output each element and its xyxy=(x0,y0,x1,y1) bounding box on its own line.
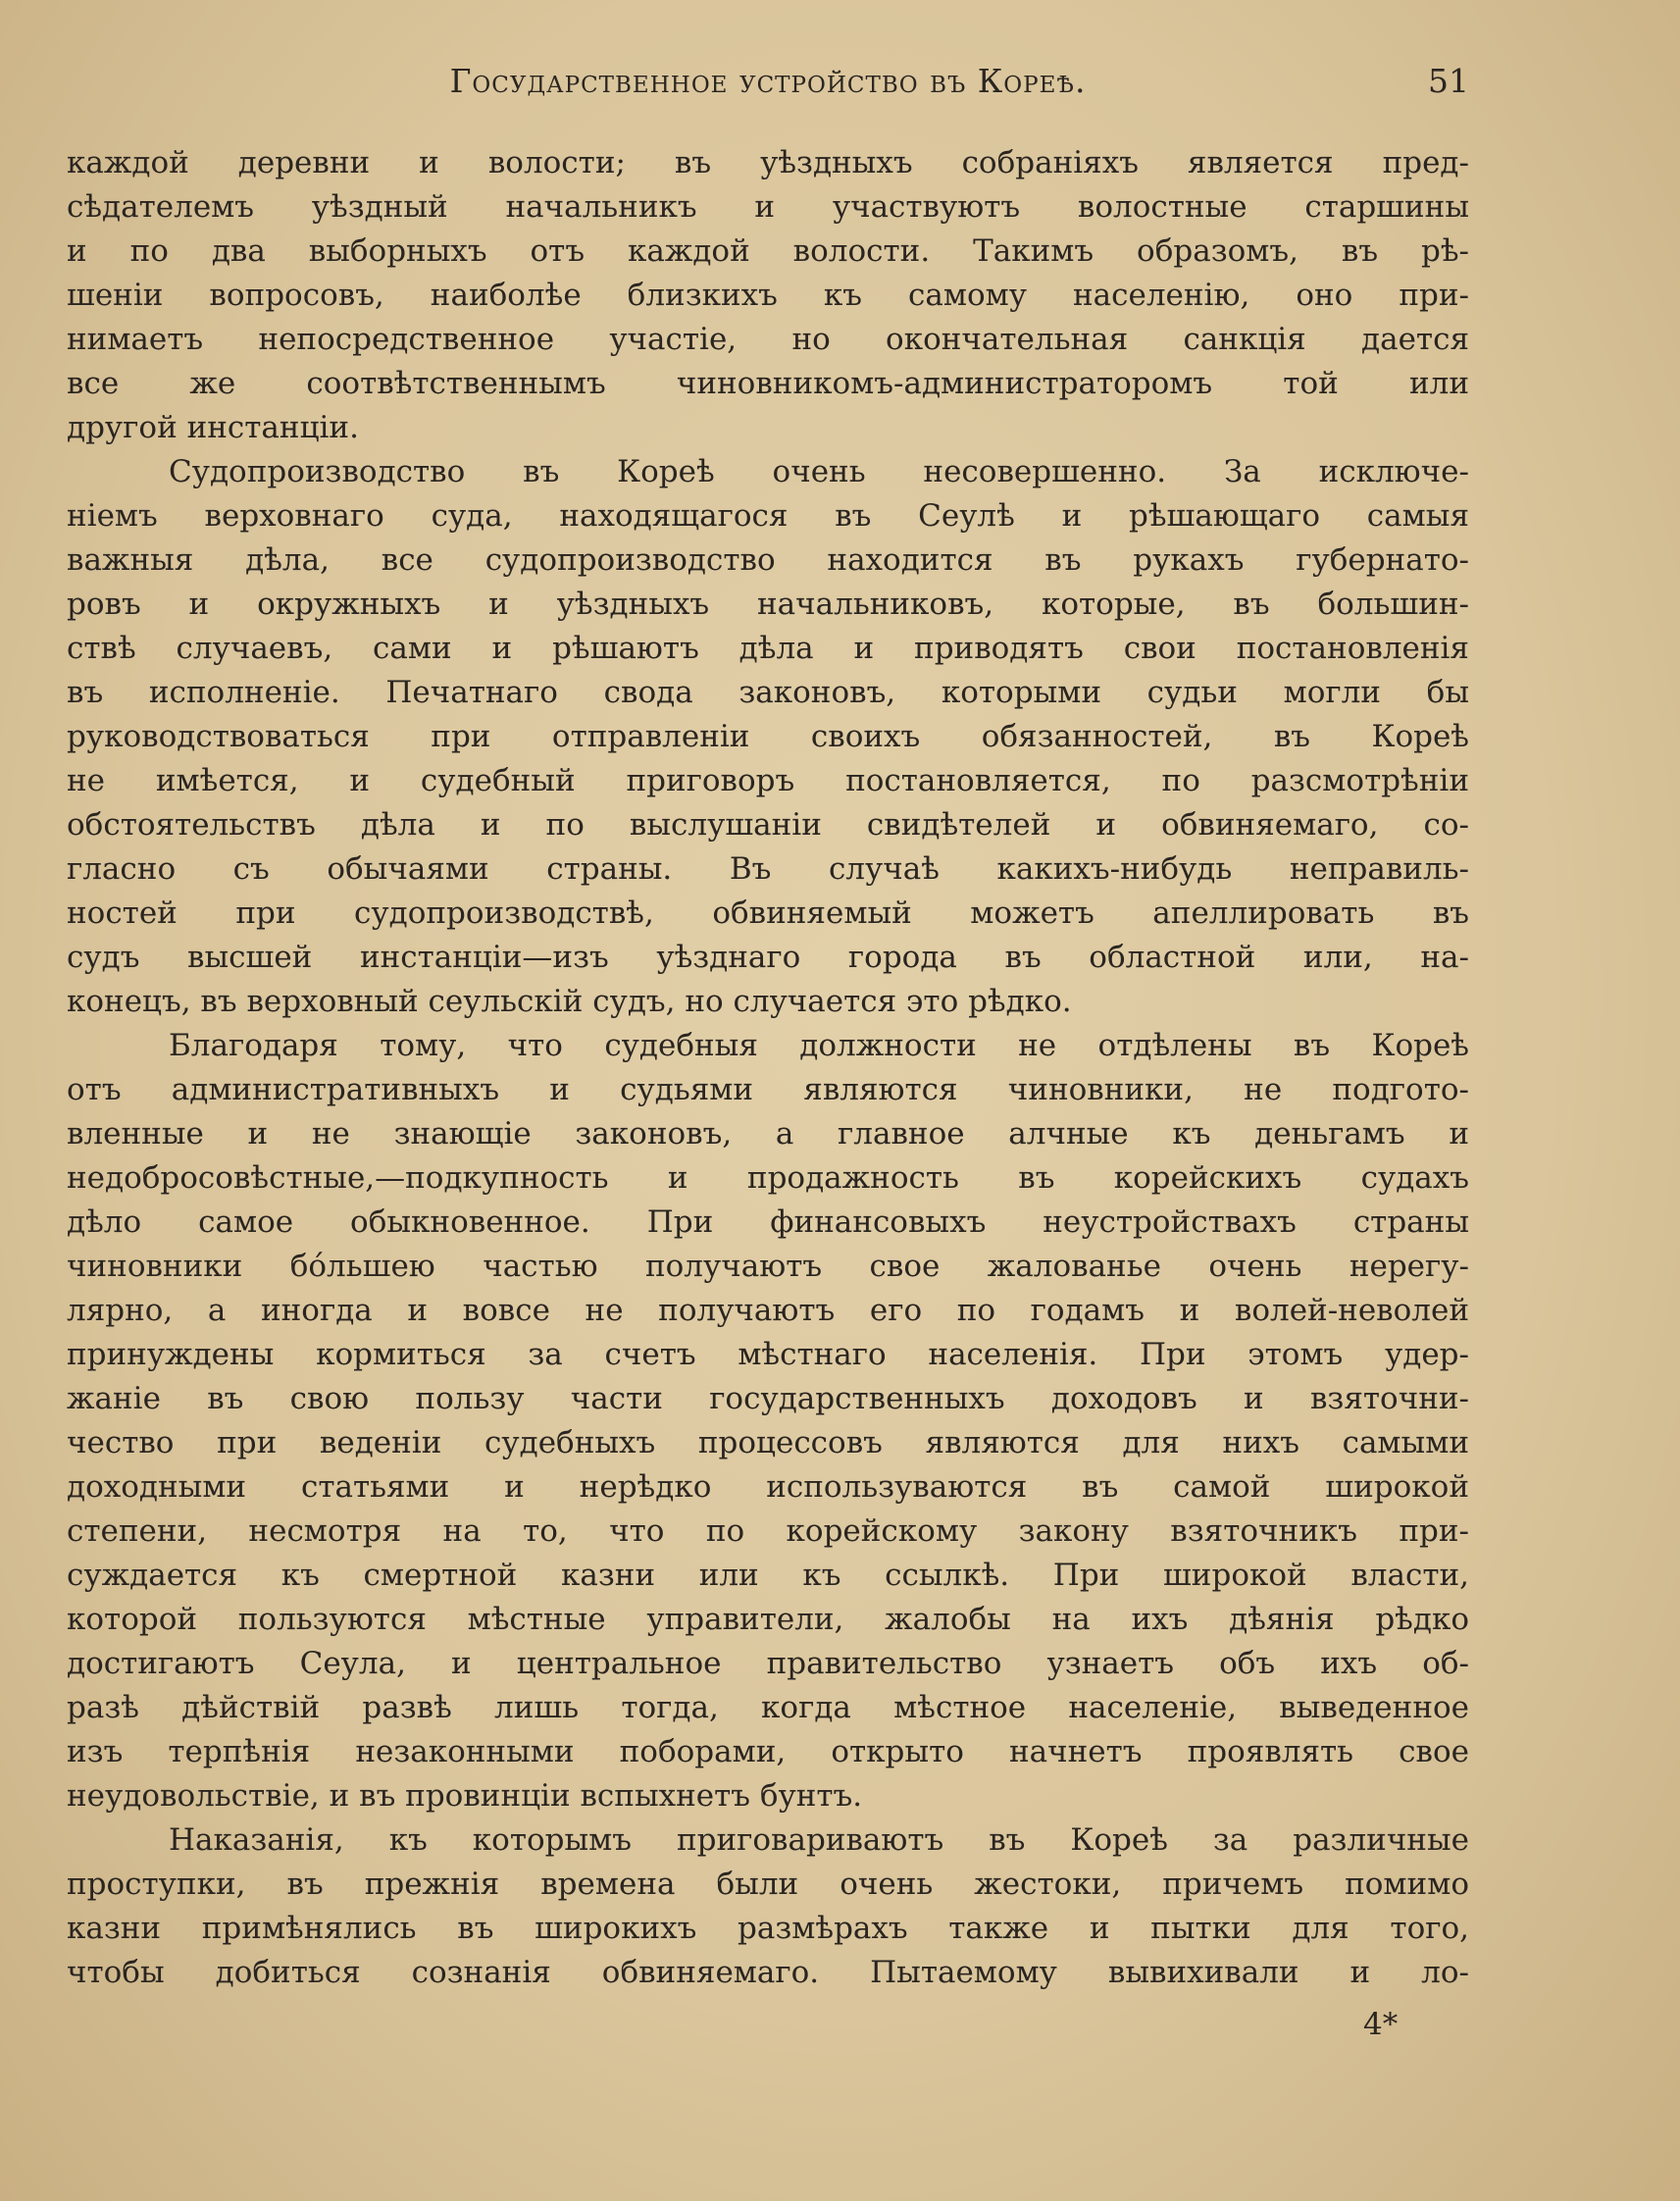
text-line: все же соотвѣтственнымъ чиновникомъ-администраторомъ той или xyxy=(67,366,1469,401)
text-line: вленные и не знающіе законовъ, а главное алчные къ деньгамъ и xyxy=(67,1116,1469,1152)
text-line: нимаетъ непосредственное участіе, но окончательная санкція дается xyxy=(67,322,1469,357)
text-line: и по два выборныхъ отъ каждой волости. Такимъ образомъ, въ рѣ- xyxy=(67,233,1469,269)
text-line: ствѣ случаевъ, сами и рѣшаютъ дѣла и приводятъ свои постановленія xyxy=(67,631,1469,666)
text-line: не имѣется, и судебный приговоръ постановляется, по разсмотрѣніи xyxy=(67,763,1469,798)
text-line: сѣдателемъ уѣздный начальникъ и участвуютъ волостные старшины xyxy=(67,189,1469,225)
text-line: казни примѣнялись въ широкихъ размѣрахъ также и пытки для того, xyxy=(67,1911,1469,1946)
text-line: гласно съ обычаями страны. Въ случаѣ какихъ-нибудь неправиль- xyxy=(67,851,1469,887)
text-line: руководствоваться при отправленіи своихъ обязанностей, въ Кореѣ xyxy=(67,719,1469,754)
text-line: которой пользуются мѣстные управители, жалобы на ихъ дѣянія рѣдко xyxy=(67,1602,1469,1637)
running-title: Государственное устройство въ Кореѣ. xyxy=(449,62,1087,100)
text-line: степени, несмотря на то, что по корейскому закону взяточникъ при- xyxy=(67,1513,1469,1549)
text-line: изъ терпѣнія незаконными поборами, открыто начнетъ проявлять свое xyxy=(67,1734,1469,1769)
text-line: ровъ и окружныхъ и уѣздныхъ начальниковъ, которые, въ большин- xyxy=(67,587,1469,622)
text-line: конецъ, въ верховный сеульскій судъ, но случается это рѣдко. xyxy=(67,984,1072,1019)
text-line: шеніи вопросовъ, наиболѣе близкихъ къ самому населенію, оно при- xyxy=(67,278,1469,313)
text-line: жаніе въ свою пользу части государственныхъ доходовъ и взяточни- xyxy=(67,1381,1469,1416)
text-line: недобросовѣстные,—подкупность и продажность въ корейскихъ судахъ xyxy=(67,1160,1469,1196)
text-line: другой инстанціи. xyxy=(67,410,359,445)
text-line: чество при веденіи судебныхъ процессовъ являются для нихъ самыми xyxy=(67,1425,1469,1460)
body-text xyxy=(67,141,1469,1995)
text-line: принуждены кормиться за счетъ мѣстнаго населенія. При этомъ удер- xyxy=(67,1337,1469,1372)
signature-mark: 4* xyxy=(1363,2007,1399,2042)
page-number: 51 xyxy=(1428,62,1469,100)
text-line: ніемъ верховнаго суда, находящагося въ Сеулѣ и рѣшающаго самыя xyxy=(67,498,1469,534)
text-line: разѣ дѣйствій развѣ лишь тогда, когда мѣстное населеніе, выведенное xyxy=(67,1690,1469,1725)
text-line: лярно, а иногда и вовсе не получаютъ его по годамъ и волей-неволей xyxy=(67,1293,1469,1328)
text-line: обстоятельствъ дѣла и по выслушаніи свидѣтелей и обвиняемаго, со- xyxy=(67,807,1469,843)
text-line: проступки, въ прежнія времена были очень жестоки, причемъ помимо xyxy=(67,1867,1469,1902)
text-line: суждается къ смертной казни или къ ссылкѣ. При широкой власти, xyxy=(67,1558,1469,1593)
text-line: важныя дѣла, все судопроизводство находится въ рукахъ губернато- xyxy=(67,542,1469,578)
text-line: Наказанія, къ которымъ приговариваютъ въ Кореѣ за различные xyxy=(169,1822,1469,1858)
text-line: каждой деревни и волости; въ уѣздныхъ собраніяхъ является пред- xyxy=(67,145,1469,180)
text-line: Судопроизводство въ Кореѣ очень несовершенно. За исключе- xyxy=(169,454,1469,489)
text-line: чиновники бóльшею частью получаютъ свое жалованье очень нерегу- xyxy=(67,1249,1469,1284)
text-line: чтобы добиться сознанія обвиняемаго. Пытаемому вывихивали и ло- xyxy=(67,1955,1469,1990)
text-line: достигаютъ Сеула, и центральное правительство узнаетъ объ ихъ об- xyxy=(67,1646,1469,1681)
text-line: неудовольствіе, и въ провинціи вспыхнетъ бунтъ. xyxy=(67,1778,863,1814)
running-head xyxy=(67,57,1469,106)
text-line: дѣло самое обыкновенное. При финансовыхъ неустройствахъ страны xyxy=(67,1204,1469,1240)
text-line: доходными статьями и нерѣдко используваются въ самой широкой xyxy=(67,1469,1469,1505)
text-line: судъ высшей инстанціи—изъ уѣзднаго города въ областной или, на- xyxy=(67,940,1469,975)
text-line: отъ административныхъ и судьями являются чиновники, не подгото- xyxy=(67,1072,1469,1107)
text-line: въ исполненіе. Печатнаго свода законовъ, которыми судьи могли бы xyxy=(67,675,1469,710)
text-line: Благодаря тому, что судебныя должности не отдѣлены въ Кореѣ xyxy=(169,1028,1469,1063)
text-line: ностей при судопроизводствѣ, обвиняемый можетъ апеллировать въ xyxy=(67,896,1469,931)
